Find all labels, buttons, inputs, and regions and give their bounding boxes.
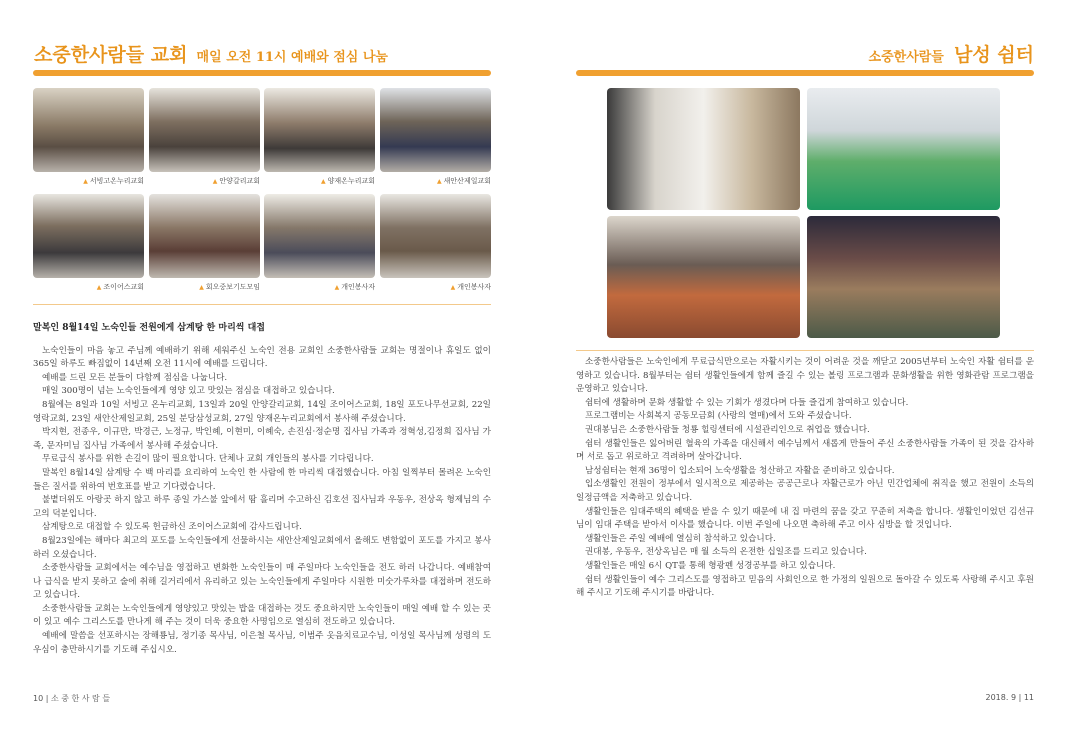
photo-volunteers-5 <box>33 194 144 278</box>
caption-2: ▲ 안양갈리교회 <box>212 177 260 185</box>
left-article <box>33 322 491 657</box>
paragraph: 쉼터에 생활하며 문화 생활할 수 있는 기회가 생겼다며 다들 즐겁게 참여하고 있습니다. <box>585 397 909 408</box>
caption-8: ▲ 개인봉사자 <box>450 283 491 291</box>
right-title-prefix: 소중한사람들 <box>868 50 944 65</box>
paragraph: 말복인 8월14일 삼계탕 수 백 마리를 요리하여 노숙인 한 사람에 한 마리씩 대접했습니다. 아침 일찍부터 몰려온 노숙인들은 질서를 위하여 번호표를 받고 기다렸습니다. <box>33 467 491 492</box>
photo-shelter-rooftop <box>807 88 1000 210</box>
left-title-bar <box>33 70 491 76</box>
paragraph: 매일 300명이 넘는 노숙인들에게 영양 있고 맛있는 점심을 대접하고 있습니다. <box>42 386 335 397</box>
paragraph: 삼계탕으로 대접할 수 있도록 헌금하신 조이어스교회에 감사드립니다. <box>42 522 302 533</box>
caption-text: 서빙고온누리교회 <box>89 177 144 185</box>
caption-text: 개인봉사자 <box>341 283 375 291</box>
paragraph: 소중한사람들은 노숙인에게 무료급식만으로는 자활시키는 것이 어려운 것을 깨닫고 2005년부터 노숙인 자활 쉼터를 운영하고 있습니다. 8월부터는 쉼터 생활인들에게 함께 즐길 수 있는 볼링 프로그램과 문화생활을 위한 영화관람 프로그램을 운영하고 있습니다. <box>576 357 1034 395</box>
paragraph: 쉼터 생활인들은 잃어버린 혈육의 가족을 대신해서 예수님께서 새롭게 만들어 주신 소중한사람들 가족이 된 것을 감사하며 서로 돕고 위로하고 격려하며 살아갑니다. <box>576 438 1034 463</box>
paragraph: 쉼터 생활인들이 예수 그리스도를 영접하고 믿음의 사회인으로 한 가정의 일원으로 돌아갈 수 있도록 사랑해 주시고 후원해 주시고 기도해 주시기를 바랍니다. <box>576 574 1034 599</box>
photo-volunteers-8 <box>380 194 491 278</box>
paragraph: 예배에 말씀을 선포하시는 장해룡님, 정기종 목사님, 이은철 목사님, 이범주 옷음치료교수님, 이성일 목사님께 성령의 도우심이 충만하시기를 기도해 주십시오. <box>33 631 491 655</box>
paragraph: 소중한사람들 교회는 노숙인들에게 영양있고 맛있는 밥을 대접하는 것도 중요하지만 노숙인들이 매일 예배 할 수 있는 곳이 있고 예수 그리스도를 만나게 해 주는 것이 더욱 중요한 사명임으로 열심히 전도하고 있습니다. <box>33 603 491 628</box>
caption-7: ▲ 개인봉사자 <box>334 283 375 291</box>
left-page-title <box>34 40 388 66</box>
left-title-subtitle: 매일 오전 11시 예배와 점심 나눔 <box>196 50 388 65</box>
right-divider <box>576 350 1034 351</box>
paragraph: 프로그램비는 사회복지 공동모금회 (사랑의 열매)에서 도와 주셨습니다. <box>585 411 852 422</box>
photo-volunteers-6 <box>149 194 260 278</box>
photo-volunteers-1 <box>33 88 144 172</box>
paragraph: 권대봉님은 소중한사람들 청룡 힐링센터에 시설관리인으로 취업을 했습니다. <box>585 424 870 435</box>
paragraph: 생활인들은 임대주택의 혜택을 받을 수 있기 때문에 내 집 마련의 꿈을 갖고 꾸준히 저축을 합니다. 생활인이었던 김선규님이 임대 주택을 받아서 이사를 했습니다. 이번 주일에 나오면 축하해 주고 이사 심방을 할 것입니다. <box>576 506 1034 531</box>
caption-text: 새안산제일교회 <box>443 177 491 185</box>
right-title-bar <box>576 70 1034 76</box>
paragraph: 입소생활인 전원이 정부에서 일시적으로 제공하는 공공근로나 자활근로가 아닌 민간업체에 취직을 했고 전원이 소득의 일정금액을 저축하고 있습니다. <box>576 479 1034 503</box>
photo-volunteers-3 <box>264 88 375 172</box>
photo-shelter-bowling <box>807 216 1000 338</box>
caption-1: ▲ 서빙고온누리교회 <box>83 177 144 185</box>
caption-4: ▲ 새안산제일교회 <box>437 177 491 185</box>
paragraph: 박지현, 전종우, 이규만, 박경근, 노정규, 박인혜, 이현미, 이혜숙, 손진심·정순명 집사님 가족과 정혁성,김정희 집사님 가족, 문자미님 집사님 가족에서 봉사해 주셨습니다. <box>33 427 491 451</box>
left-divider <box>33 304 491 305</box>
photo-shelter-living-room <box>607 88 800 210</box>
photo-shelter-meal <box>607 216 800 338</box>
right-page-title <box>869 40 1034 66</box>
caption-text: 개인봉사자 <box>457 283 491 291</box>
right-footer: 2018. 9 | 11 <box>985 693 1034 702</box>
photo-volunteers-2 <box>149 88 260 172</box>
paragraph: 권대봉, 우동우, 전상옥님은 매 월 소득의 온전한 십일조를 드리고 있습니다. <box>585 547 867 558</box>
paragraph: 불볕더위도 아랑곳 하지 않고 하루 종일 가스불 앞에서 땀 흘리며 수고하신 김호선 집사님과 우동우, 전상옥 형제님의 수고의 덕분입니다. <box>33 495 491 519</box>
left-footer: 10 | 소 중 한 사 람 들 <box>33 694 111 703</box>
paragraph: 남성쉼터는 현재 36명이 입소되어 노숙생활을 청산하고 자활을 준비하고 있습니다. <box>585 465 895 476</box>
caption-text: 안양갈리교회 <box>219 177 260 185</box>
caption-text: 회오중보기도모임 <box>205 283 260 291</box>
paragraph: 8월23일에는 해마다 최고의 포도를 노숙인들에게 선물하시는 새안산제일교회에서 올해도 변함없이 포도를 가지고 봉사하러 오셨습니다. <box>33 535 491 560</box>
caption-text: 양재온누리교회 <box>327 177 375 185</box>
paragraph: 소중한사람들 교회에서는 예수님을 영접하고 변화한 노숙인들이 매 주일마다 노숙인들을 전도 하러 나갑니다. 예배참여나 급식을 받지 못하고 술에 취해 길거리에서 유리하고 있는 노숙인들에게 주일마다 시원한 미숫가루차를 대접하며 전도하고 있습니다. <box>33 563 491 601</box>
photo-volunteers-7 <box>264 194 375 278</box>
paragraph: 예배를 드린 모든 분들이 다함께 점심을 나눕니다. <box>42 372 228 383</box>
paragraph: 생활인들은 주일 예배에 열심히 참석하고 있습니다. <box>585 533 776 544</box>
paragraph: 생활인들은 매일 6시 QT를 통해 형광펜 성경공부를 하고 있습니다. <box>585 560 836 571</box>
right-title-main: 남성 쉼터 <box>953 44 1034 66</box>
photo-volunteers-4 <box>380 88 491 172</box>
caption-text: 조이어스교회 <box>103 283 144 291</box>
paragraph: 무료급식 봉사를 위한 손길이 많이 필요합니다. 단체나 교회 개인들의 봉사를 기다립니다. <box>42 454 374 465</box>
article-heading: 말복인 8월14일 노숙인들 전원에게 삼계탕 한 마리씩 대접 <box>33 323 265 333</box>
right-page <box>533 0 1066 731</box>
right-article <box>576 356 1034 601</box>
paragraph: 노숙인들이 마음 놓고 주님께 예배하기 위해 세워주신 노숙인 전용 교회인 소중한사람들 교회는 명절이나 휴일도 없이 365일 하루도 빠짐없이 14년째 오전 11시에 예배를 드립니다. <box>33 345 491 370</box>
caption-5: ▲ 조이어스교회 <box>96 283 144 291</box>
caption-3: ▲ 양재온누리교회 <box>321 177 375 185</box>
left-title-main: 소중한사람들 교회 <box>34 44 188 66</box>
caption-6: ▲ 회오중보기도모임 <box>199 283 260 291</box>
paragraph: 8월에는 8일과 10일 서빙고 온누리교회, 13일과 20일 안양갈리교회, 14일 조이어스교회, 18일 포도나무선교회, 22일 영락교회, 23일 새안산제일교회, 25일 분당삼성교회, 27일 양재온누리교회에서 봉사해 주셨습니다. <box>33 399 491 424</box>
